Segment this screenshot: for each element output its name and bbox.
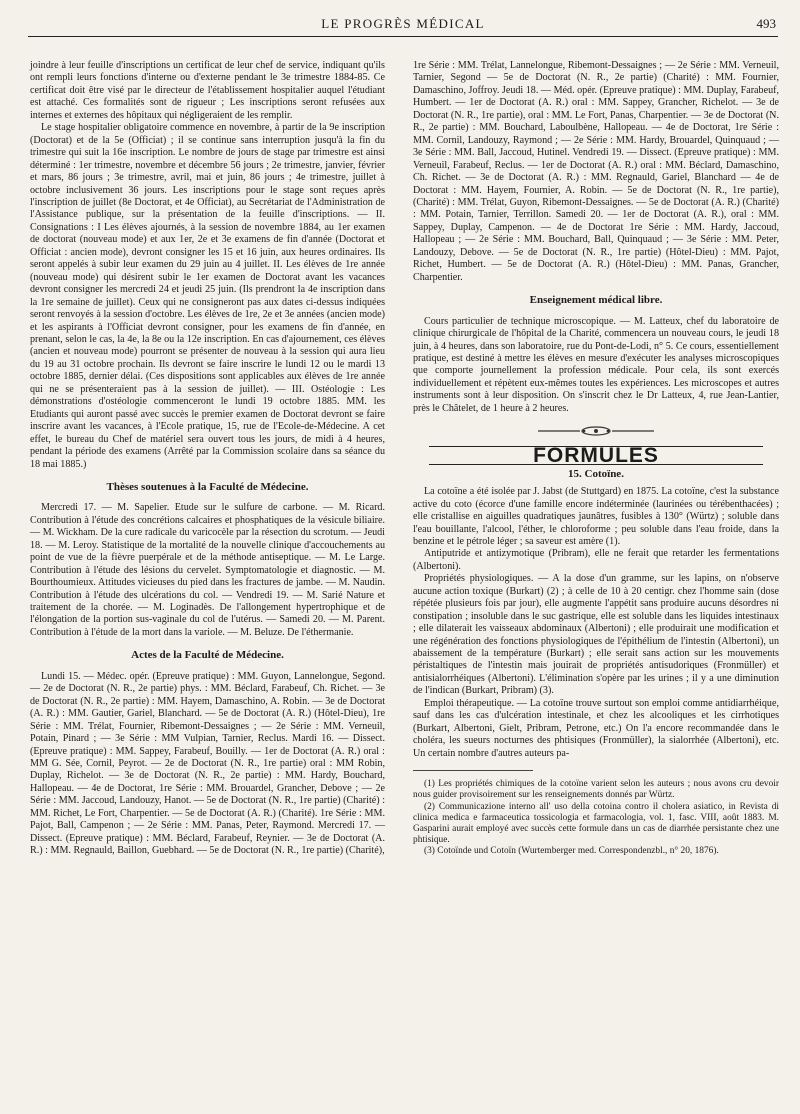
enseignement-heading: Enseignement médical libre.: [529, 294, 663, 307]
formules-heading: FORMULES: [429, 446, 763, 464]
cotoine-paragraph-2: Antiputride et antizymotique (Pribram), elle ne ferait que retarder les fermentations (Albertoni).: [413, 548, 779, 572]
intro-paragraph-2: Le stage hospitalier obligatoire commence en novembre, à partir de la 9e inscription (Doctorat) et de la 5e (Officiat) ; il se continue sans interruption jusqu'à la fin du trimestre qui suit la 16e inscription. Le nombre de jours de stage par trimestre est ainsi déterminé : 1er trimestre, novembre et décembre 56 jours ; 2e trimestre, janvier, février et mars, 86 jours ; 3e trimestre, avril, mai et juin, 86 jours ; 4e trimestre, juillet à octobre inclusivement 36 jours. Les inscriptions pour le stage sont reçues après l'inscription de juillet (8e Doctorat, et 4e Officiat), au Secrétariat de l'Administration de l'Assistance publique, sur la présentation de la feuille d'inscriptions. — II. Consignations : I Les élèves ajournés, à la session de novembre 1884, au 1er examen de doctorat (nouveau mode) et aux 1er, 2e et 3e examens de fin d'année (Doctorat et Officiat : ancien mode), devront consigner les 15 et 16 juin, aux heures ordinaires. Ils seront appelés à subir leur examen du 29 juin au 4 juillet. II. Les élèves de 1re année (nouveau mode) qui désirent subir le 1er examen de Doctorat avant les vacances devront consigner les mercredi 24 et jeudi 25 juin. (Ils prendront la 4e inscription dans la 1re semaine de juillet). Ceux qui ne consigneront pas aux dates ci-dessus indiquées seront renvoyés à la session d'octobre. Les élèves de 1re, 2e et 3e années (ancien mode) et les aspirants à l'Officiat devront consigner, pour les examens de fin d'année, en prenant, selon le cas, la 4e, la 8e ou la 12e inscription. En cas d'ajournement, ces élèves (ancien et nouveau mode) pourront se présenter de nouveau à la session qui aura lieu du 19 au 31 octobre prochain. Ils devront se faire inscrire le lundi 12 ou le mardi 13 octobre 1885, dernier délai. (Ces dispositions sont applicables aux élèves de 1re année qui ne se présenteraient pas à la session de juillet). — III. Ostéologie : Les démonstrations d'ostéologie commenceront le lundi 19 octobre 1885. MM. les Etudiants qui auront passé avec succès le premier examen de Doctorat devront se faire inscrire avant les vacances, à l'Ecole pratique, 15, rue de l'Ecole-de-Médecine. A cet effet, le bureau du Chef de matériel sera ouvert tous les jours, de midi à 4 heures, pendant la période des examens (Arrêté par la Commission scolaire dans sa séance du 18 mai 1885.): [30, 122, 385, 470]
enseignement-text: Cours particulier de technique microscopique. — M. Latteux, chef du laboratoire de clinique chirurgicale de l'hôpital de la Charité, commencera un nouveau cours, le jeudi 18 juin, à 4 heures, dans son laboratoire, rue du Pont-de-Lodi, n° 5. Ce cours, essentiellement pratique, est destiné à mettre les élèves en mesure d'exécuter les analyses microscopiques que comporte journellement la profession médicale. Pour cela, ils sont exercés individuellement et répètent eux-mêmes toutes les expériences. Les microscopes et autres instruments sont à leur disposition. On s'inscrit chez le Dr Latteux, 4, rue Jean-Lantier, près le Châtelet, de 1 heure à 2 heures.: [413, 315, 779, 414]
cotoine-paragraph-1: La cotoïne a été isolée par J. Jabst (de Stuttgard) en 1875. La cotoïne, c'est la substance active du coto (écorce d'une famille encore indéterminée (laurinées ou térébenthacées) ; elle cristallise en aiguilles quadratiques jaunâtres, fusibles à 130° (Würtz) ; soluble dans l'eau bouillante, l'alcool, l'éther, le chloroforme ; peu soluble dans l'eau froide, dans la benzine et le pétrole léger ; sa saveur est amère (1).: [413, 486, 779, 547]
cotoine-paragraph-4: Emploi thérapeutique. — La cotoïne trouve surtout son emploi comme antidiarrhéique, sauf dans les cas d'ulcération intestinale, et chez les alcooliques et les cirrhotiques (Burkart, Albertoni, Gielt, Pribram, Petrone, etc.) On l'a encore recommandée dans le choléra, les sueurs nocturnes des phtisiques (Fronmüller), la sialorrhée (Albertoni), etc. Un certain nombre d'autres auteurs pa-: [413, 697, 779, 759]
footnote-2: (2) Communicazione interno all' uso della cotoina contro il cholera asiatico, in Revista di clinica medica e farmaceutica tossicologia et farmacologia, vol. 1, fasc. VIII, août 1883. M. Gasparini aurait employé avec succès cette formule dans un cas de diarrhée persistante chez une phtisique.: [413, 801, 779, 846]
ornament-icon: [536, 424, 656, 438]
footnote-1: (1) Les propriétés chimiques de la cotoïne varient selon les auteurs ; nous avons cru devoir nous guider provisoirement sur les renseignements donnés par Würtz.: [413, 779, 779, 801]
journal-title: LE PROGRÈS MÉDICAL: [321, 16, 485, 31]
intro-paragraph-1: joindre à leur feuille d'inscriptions un certificat de leur chef de service, indiquant qu'ils ont rempli leurs fonctions d'interne ou d'externe pendant le 3e trimestre 1884-85. Ce certificat doit être visé par le directeur de l'établissement hospitalier auquel l'étudiant est attaché. Ces formalités sont de rigueur ; Les inscriptions seront refusées aux internes et externes des hôpitaux qui négligeraient de les remplir.: [30, 60, 385, 121]
page-number: 493: [756, 16, 776, 31]
right-column: [413, 60, 779, 858]
actes-text: Lundi 15. — Médec. opér. (Epreuve pratique) : MM. Guyon, Lannelongue, Segond. — 2e de Doctorat (N. R., 2e partie) phys. : MM. Béclard, Farabeuf, Ch. Richet. — 3e de Doctorat (N. R., 2e partie) : MM. Hayem, Damaschino, A. Robin. — 3e de Doctorat (A. R.) : MM. Gautier, Gariel, Blanchard. — 5e de Doctorat (A. R.) (Hôtel-Dieu), 1re Série : MM. Trélat, Fournier, Ribemont-Dessaignes ; — 2e Série : MM. Verneuil, Potain, Pinard ; — 3e Série : MM Vulpian, Tarnier, Reclus. Mardi 16. — Dissect. (Epreuve pratique) : MM. Sappey, Farabeuf, Bouilly. — 1er de Doctorat (A. R.) oral : MM G. Sée, Cornil, Peyrot. — 2e de Doctorat (N. R., 1re partie) oral : MM Robin, Duplay, Richelot. — 3e de Doctorat (N. R., 2e partie) : MM. Hardy, Bouchard, Hallopeau. — 4e de Doctorat, 1re Série : MM. Brouardel, Grancher, Debove ; — 2e Série : MM. Jaccoud, Landouzy, Hanot. — 5e de Doctorat (N. R., 1re partie) (Charité) : MM. Richet, Le Fort, Charpentier. — 5e de Doctorat (A. R.) (Charité). 1re Série : MM. Pajot, Ball, Campenon ; — 2e Série : MM. Panas, Peter, Raymond. Mercredi 17. — Dissect. (Epreuve pratique) : MM. Béclard, Farabeuf, Reynier. — 3e de Doctorat (A. R.) : MM. Regnauld, Baillon, Guebhard. — 5e de Doctorat (N. R., 1re partie) (Charité),: [30, 670, 385, 857]
theses-text: Mercredi 17. — M. Sapelier. Etude sur le sulfure de carbone. — M. Ricard. Contribution à l'étude des concrétions calcaires et phosphatiques de la vésicule biliaire. — M. Wickham. De la cure radicale du varicocèle par la résection du scrotum. — Jeudi 18. — M. Leroy. Statistique de la mortalité de la nouvelle clinique d'accouchements au point de vue de la fièvre puerpérale et de la méthode antiseptique. — M. Le Large. Contribution à l'étude des lésions du cervelet. Symptomatologie et diagnostic. — M. Bourthoumieux. Attitudes vicieuses du pied dans les fractures de jambe. — M. Naudin. Contribution à l'étude des ulcérations du col. — Vendredi 19. — M. Sarié Nature et traitement de la chorée. — M. Loginadès. De l'allongement hypertrophique et de l'élongation de la portion sus-vaginale du col de l'utérus. — Samedi 20. — M. Parent. Contribution à l'étude de la mort dans la variole. — M. Beluze. De l'éthermanie.: [30, 502, 385, 638]
footnotes: [413, 779, 779, 857]
cotoine-paragraph-3: Propriétés physiologiques. — A la dose d'un gramme, sur les lapins, on n'observe aucune action toxique (Burkart) (2) ; à celle de 10 à 20 centigr. chez l'homme sain (dose répétée plusieurs fois par jour), elle augmente l'appétit sans produire aucuns désordres ni constipation ; insoluble dans le suc gastrique, elle est soluble dans les liquides intestinaux ; elle dilaterait les vaisseaux abdominaux (Albertoni) ; elle produirait une modification et une régénération des fonctions physiologiques de l'épithélium de l'intestin (Albertoni), un abaissement de la température (Burkart) ; elle serait sans action sur les mouvements péristaltiques de l'intestin mais jouirait de propriétés antisudoriques (Fronmüller) et antisialorrhéiques (Albertoni). L'élimination s'opère par les urines ; il y a une diminution de l'indican (Burkart, Pribram) (3).: [413, 573, 779, 697]
footnote-rule: [413, 770, 533, 771]
left-column: [30, 60, 385, 858]
actes-continued-text: 1re Série : MM. Trélat, Lannelongue, Ribemont-Dessaignes ; — 2e Série : MM. Verneuil, Tarnier, Segond — 5e de Doctorat (N. R., 2e partie) (Charité) : MM. Fournier, Damaschino, Joffroy. Jeudi 18. — Méd. opér. (Epreuve pratique) : MM. Duplay, Farabeuf, Humbert. — 1er de Doctorat (A. R.) oral : MM. Sappey, Grancher, Richelot. — 3e de Doctorat (N. R., 1re partie), oral : MM. Le Fort, Panas, Charpentier. — 3e de Doctorat (N. R., 2e partie) : MM. Bouchard, Laboulbène, Hallopeau. — 4e de Doctorat, 1re Série : MM. Cornil, Landouzy, Raymond ; — 2e Série : MM. Hardy, Brouardel, Quinquaud ; — 3e Série : MM. Ball, Jaccoud, Hutinel. Vendredi 19. — Dissect. (Epreuve pratique) : MM. Verneuil, Farabeuf, Reclus. — 1er de Doctorat (A. R.) oral : MM. Béclard, Damaschino, Ch. Richet. — 3e de Doctorat (A. R.) : MM. Regnauld, Gariel, Blanchard — 4e de Doctorat : MM. Hayem, Fournier, A. Robin. — 5e de Doctorat (N. R., 1re partie), (Charité) : MM. Trélat, Guyon, Ribemont-Dessaignes. — 5e de Doctorat (A. R.) (Charité) : MM. Potain, Tarnier, Terrillon. Samedi 20. — 1er de Doctorat (A. R.), oral : MM. Sappey, Duplay, Campenon. — 4e de Doctorat 1re Série : MM. Hardy, Jaccoud, Hallopeau ; — 2e Série : MM. Bouchard, Ball, Quinquaud ; — 3e Série : MM. Peter, Landouzy, Debove. — 5e de Doctorat (N. R., 1re partie) (Hôtel-Dieu) : MM. Pajot, Richet, Humbert. — 5e de Doctorat (A. R.) (Hôtel-Dieu) : MM. Panas, Grancher, Charpentier.: [413, 60, 779, 283]
masthead: [28, 14, 778, 37]
actes-heading: Actes de la Faculté de Médecine.: [131, 649, 284, 662]
formules-subheading: 15. Cotoïne.: [568, 467, 624, 480]
theses-heading: Thèses soutenues à la Faculté de Médecine.: [106, 480, 309, 493]
ornament-divider: [413, 424, 779, 442]
footnote-3: (3) Cotoïnde und Cotoïn (Wurtemberger med. Correspondenzbl., n° 20, 1876).: [424, 846, 719, 857]
